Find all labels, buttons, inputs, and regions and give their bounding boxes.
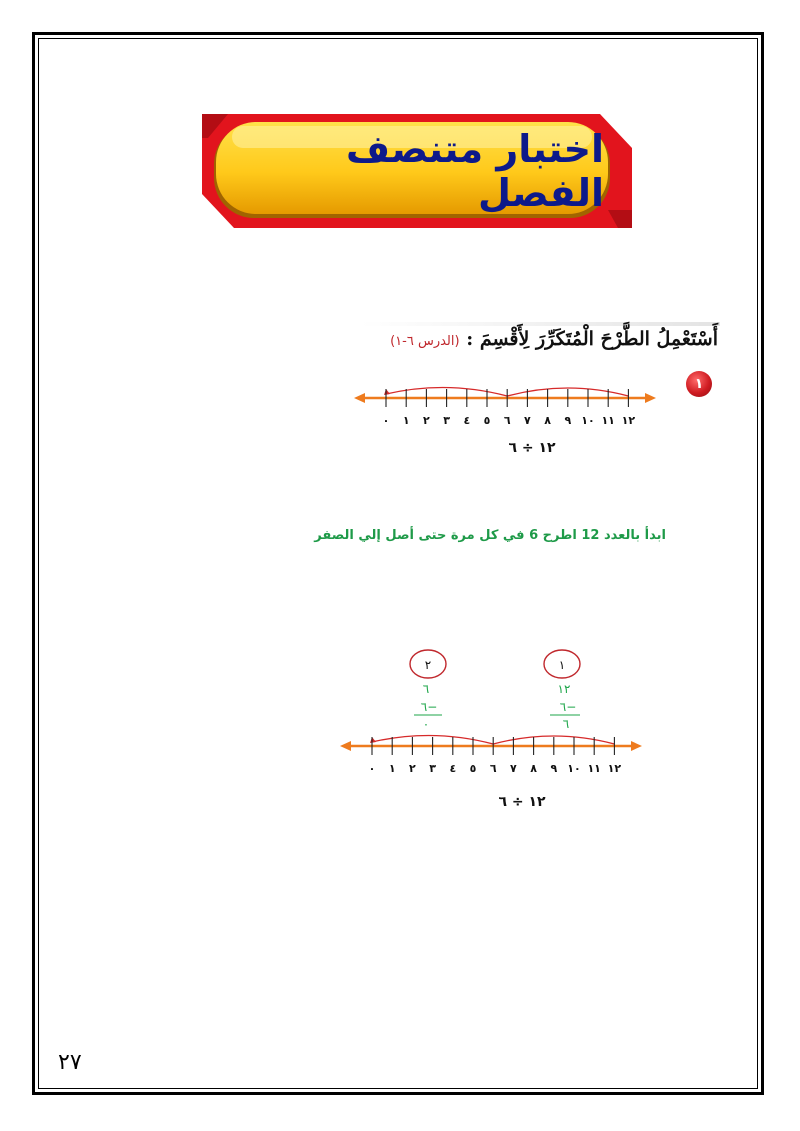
division-expression: ١٢ ÷ ٦ (508, 440, 556, 456)
arc-arrowhead (384, 389, 390, 395)
step-result-1: ٦ (562, 717, 570, 731)
tick-label: ٩ (550, 762, 558, 775)
tick-label: ١ (402, 414, 410, 427)
tick-label: ٢ (423, 414, 430, 427)
tick-label: ٦ (503, 414, 511, 427)
tick-label: ٣ (443, 414, 450, 427)
number-line-solution (336, 648, 656, 818)
axis-arrow-left (340, 741, 351, 751)
page-title: اختبار متنصف الفصل (345, 127, 604, 215)
number-line-group (340, 735, 642, 775)
step-subtract-1: ٦− (559, 700, 577, 714)
tick-label: ٩ (564, 414, 572, 427)
tick-label: ٦ (489, 762, 497, 775)
number-line-question (350, 376, 670, 456)
axis-arrow-right (631, 741, 642, 751)
axis-arrow-right (645, 393, 656, 403)
tick-label: ٢ (409, 762, 416, 775)
step-start-1: ١٢ (557, 682, 571, 696)
arc-arrowhead (370, 737, 376, 743)
question-number-badge: ١ (686, 371, 712, 397)
instruction-text: ابدأ بالعدد 12 اطرح 6 في كل مرة حتى أصل إلي الصفر (314, 528, 666, 543)
tick-label: ١٢ (621, 414, 636, 427)
tick-label: ٧ (524, 414, 531, 427)
step-circle-label-2: ٢ (424, 658, 432, 672)
division-expression-solution: ١٢ ÷ ٦ (498, 794, 546, 810)
page-number: ٢٧ (58, 1050, 82, 1075)
question-title (360, 328, 718, 350)
step-result-2: ٠ (422, 717, 430, 731)
step-start-2: ٦ (422, 682, 430, 696)
step-subtract-2: ٦− (420, 700, 438, 714)
tick-label: ٥ (469, 762, 477, 775)
tick-label: ١٢ (607, 762, 622, 775)
tick-label: ٧ (510, 762, 517, 775)
tick-label: ١١ (587, 762, 601, 775)
tick-label: ٨ (530, 762, 537, 775)
number-line-group (354, 387, 656, 427)
step-circle-label-1: ١ (558, 658, 566, 672)
tick-label: ١١ (601, 414, 615, 427)
tick-label: ٠ (382, 414, 390, 427)
title-shade (360, 322, 720, 326)
tick-label: ٤ (463, 414, 471, 427)
tick-label: ١٠ (567, 762, 581, 775)
lesson-ref: (الدرس ٦-١) (390, 334, 460, 349)
tick-label: ٥ (483, 414, 491, 427)
tick-label: ٣ (429, 762, 436, 775)
axis-arrow-left (354, 393, 365, 403)
question-title-text: أَسْتَعْمِلُ الطَّرْحَ الْمُتَكَرِّرَ لِأَقْسِمَ : (466, 328, 718, 350)
tick-label: ٠ (368, 762, 376, 775)
tick-label: ١٠ (581, 414, 595, 427)
tick-label: ١ (388, 762, 396, 775)
tick-label: ٤ (449, 762, 457, 775)
tick-label: ٨ (544, 414, 551, 427)
